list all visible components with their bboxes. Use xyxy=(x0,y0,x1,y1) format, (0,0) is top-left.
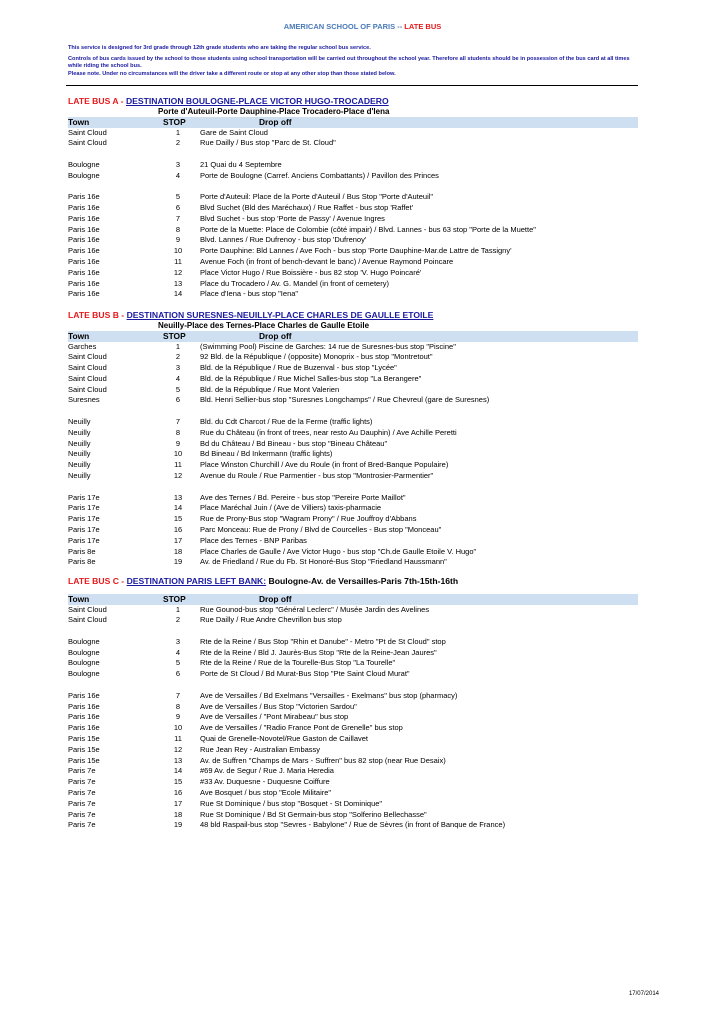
drop-off-cell: Rte de la Reine / Rue de la Tourelle-Bus Stop "La Tourelle" xyxy=(200,658,396,668)
stop-number-cell: 17 xyxy=(173,535,183,545)
table-row xyxy=(68,171,638,182)
table-row xyxy=(68,799,638,810)
column-drop-off: Drop off xyxy=(259,594,292,604)
stop-number-cell: 2 xyxy=(175,615,181,625)
town-cell: Paris 7e xyxy=(68,766,96,776)
stop-number-cell: 13 xyxy=(173,492,183,502)
bus-b-heading xyxy=(68,310,638,321)
stop-number-cell: 8 xyxy=(175,427,181,437)
town-cell: Paris 7e xyxy=(68,798,96,808)
table-row xyxy=(68,374,638,385)
bus-c-column-header xyxy=(68,594,638,605)
stop-number-cell: 15 xyxy=(173,514,183,524)
group-spacer xyxy=(68,626,638,637)
town-cell: Neuilly xyxy=(68,449,91,459)
bus-b-label: LATE BUS B - xyxy=(68,310,127,320)
drop-off-cell: Blvd. Lannes / Rue Dufrenoy - bus stop 'Dufrenoy' xyxy=(200,235,367,245)
town-cell: Saint Cloud xyxy=(68,384,107,394)
drop-off-cell: #69 Av. de Segur / Rue J. Maria Heredia xyxy=(200,766,334,776)
table-row xyxy=(68,385,638,396)
drop-off-cell: Porte Dauphine: Bld Lannes / Ave Foch - bus stop 'Porte Dauphine-Mar.de Lattre de Tassigny' xyxy=(200,246,512,256)
town-cell: Paris 17e xyxy=(68,492,100,502)
column-stop: STOP xyxy=(163,117,186,127)
table-row xyxy=(68,363,638,374)
title-main: AMERICAN SCHOOL OF PARIS -- xyxy=(283,22,405,31)
town-cell: Boulogne xyxy=(68,669,100,679)
note-3: Please note. Under no circumstances will the driver take a different route or stop at any other stop than those stated below. xyxy=(68,70,396,77)
stop-number-cell: 9 xyxy=(175,712,181,722)
drop-off-cell: Porte de la Muette: Place de Colombie (côté impair) / Blvd. Lannes - bus 63 stop "Porte de la Muette" xyxy=(200,224,536,234)
group-spacer xyxy=(68,406,638,417)
table-row xyxy=(68,658,638,669)
table-row xyxy=(68,536,638,547)
header-divider xyxy=(66,85,638,86)
stop-number-cell: 5 xyxy=(175,658,181,668)
drop-off-cell: Parc Monceau: Rue de Prony / Blvd de Courcelles - Bus stop "Monceau" xyxy=(200,525,442,535)
drop-off-cell: Gare de Saint Cloud xyxy=(200,127,268,137)
group-spacer xyxy=(68,482,638,493)
town-cell: Boulogne xyxy=(68,658,100,668)
late-bus-a-section xyxy=(68,96,638,300)
bus-c-destination: DESTINATION PARIS LEFT BANK: xyxy=(126,576,267,586)
table-row xyxy=(68,723,638,734)
table-row xyxy=(68,279,638,290)
town-cell: Paris 16e xyxy=(68,723,100,733)
stop-number-cell: 14 xyxy=(173,503,183,513)
table-row xyxy=(68,525,638,536)
drop-off-cell: Rue du Château (in front of trees, near resto Au Dauphin) / Ave Achille Peretti xyxy=(200,427,457,437)
town-cell: Paris 16e xyxy=(68,267,100,277)
drop-off-cell: Place Victor Hugo / Rue Boissière - bus 82 stop 'V. Hugo Poincaré' xyxy=(200,267,422,277)
drop-off-cell: Rue Dailly / Bus stop "Parc de St. Cloud" xyxy=(200,138,336,148)
drop-off-cell: Bd du Château / Bd Bineau - bus stop "Bineau Château" xyxy=(200,438,388,448)
table-row xyxy=(68,810,638,821)
stop-number-cell: 12 xyxy=(173,267,183,277)
drop-off-cell: Ave de Versailles / "Radio France Pont de Grenelle" bus stop xyxy=(200,723,403,733)
late-bus-b-section xyxy=(68,310,638,568)
table-row xyxy=(68,192,638,203)
stop-number-cell: 7 xyxy=(175,213,181,223)
column-drop-off: Drop off xyxy=(259,331,292,341)
town-cell: Paris 16e xyxy=(68,192,100,202)
table-row xyxy=(68,449,638,460)
town-cell: Saint Cloud xyxy=(68,352,107,362)
table-row xyxy=(68,460,638,471)
table-row xyxy=(68,225,638,236)
drop-off-cell: Place Maréchal Juin / (Ave de Villiers) taxis-pharmacie xyxy=(200,503,382,513)
stop-number-cell: 15 xyxy=(173,777,183,787)
drop-off-cell: Rte de la Reine / Bld J. Jaurès-Bus Stop "Rte de la Reine-Jean Jaures" xyxy=(200,647,437,657)
table-row xyxy=(68,702,638,713)
stop-number-cell: 2 xyxy=(175,138,181,148)
column-drop-off: Drop off xyxy=(259,117,292,127)
table-row xyxy=(68,514,638,525)
town-cell: Boulogne xyxy=(68,636,100,646)
drop-off-cell: Porte de St Cloud / Bd Murat-Bus Stop "Pte Saint Cloud Murat" xyxy=(200,669,410,679)
drop-off-cell: Rue Jean Rey - Australian Embassy xyxy=(200,744,321,754)
town-cell: Saint Cloud xyxy=(68,373,107,383)
drop-off-cell: Place du Trocadero / Av. G. Mandel (in front of cemetery) xyxy=(200,278,389,288)
town-cell: Boulogne xyxy=(68,170,100,180)
column-town: Town xyxy=(68,117,90,127)
column-town: Town xyxy=(68,594,90,604)
drop-off-cell: Place Charles de Gaulle / Ave Victor Hugo - bus stop "Ch.de Gaulle Etoile V. Hugo" xyxy=(200,546,477,556)
stop-number-cell: 18 xyxy=(173,546,183,556)
table-row xyxy=(68,471,638,482)
table-row xyxy=(68,820,638,831)
table-row xyxy=(68,352,638,363)
drop-off-cell: 92 Bld. de la République / (opposite) Monoprix - bus stop "Montretout" xyxy=(200,352,433,362)
bus-a-stop-list xyxy=(68,128,638,301)
drop-off-cell: Ave Bosquet / bus stop "Ecole Militaire" xyxy=(200,788,332,798)
table-row xyxy=(68,669,638,680)
drop-off-cell: Porte de Boulogne (Carref. Anciens Combattants) / Pavillon des Princes xyxy=(200,170,439,180)
town-cell: Neuilly xyxy=(68,438,91,448)
note-1: This service is designed for 3rd grade through 12th grade students who are taking the regular school bus service. xyxy=(68,45,371,51)
bus-a-destination: DESTINATION BOULOGNE-PLACE VICTOR HUGO-TROCADERO xyxy=(125,96,389,106)
table-row xyxy=(68,128,638,139)
table-row xyxy=(68,547,638,558)
bus-c-stop-list xyxy=(68,605,638,832)
drop-off-cell: Blvd Suchet (Bld des Maréchaux) / Rue Raffet - bus stop 'Raffet' xyxy=(200,203,414,213)
stop-number-cell: 4 xyxy=(175,170,181,180)
stop-number-cell: 6 xyxy=(175,395,181,405)
stop-number-cell: 10 xyxy=(173,449,183,459)
stop-number-cell: 7 xyxy=(175,690,181,700)
bus-a-label: LATE BUS A - xyxy=(68,96,126,106)
town-cell: Paris 16e xyxy=(68,278,100,288)
drop-off-cell: Rue de Prony-Bus stop "Wagram Prony" / Rue Jouffroy d'Abbans xyxy=(200,514,417,524)
table-row xyxy=(68,605,638,616)
table-row xyxy=(68,493,638,504)
drop-off-cell: Ave de Versailles / Bd Exelmans "Versailles - Exelmans" bus stop (pharmacy) xyxy=(200,690,458,700)
drop-off-cell: Ave de Versailles / Bus Stop "Victorien Sardou" xyxy=(200,701,357,711)
town-cell: Paris 16e xyxy=(68,213,100,223)
drop-off-cell: Rue St Dominique / bus stop "Bosquet - St Dominique" xyxy=(200,798,383,808)
stop-number-cell: 17 xyxy=(173,798,183,808)
town-cell: Paris 17e xyxy=(68,525,100,535)
stop-number-cell: 3 xyxy=(175,159,181,169)
table-row xyxy=(68,745,638,756)
town-cell: Saint Cloud xyxy=(68,604,107,614)
town-cell: Paris 8e xyxy=(68,557,96,567)
town-cell: Paris 7e xyxy=(68,788,96,798)
table-row xyxy=(68,160,638,171)
stop-number-cell: 4 xyxy=(175,647,181,657)
table-row xyxy=(68,257,638,268)
town-cell: Paris 16e xyxy=(68,224,100,234)
stop-number-cell: 14 xyxy=(173,289,183,299)
stop-number-cell: 2 xyxy=(175,352,181,362)
drop-off-cell: Bld. du Cdt Charcot / Rue de la Ferme (traffic lights) xyxy=(200,417,373,427)
bus-b-column-header xyxy=(68,331,638,342)
stop-number-cell: 8 xyxy=(175,224,181,234)
bus-c-label: LATE BUS C - xyxy=(68,576,127,586)
town-cell: Saint Cloud xyxy=(68,363,107,373)
stop-number-cell: 8 xyxy=(175,701,181,711)
bus-c-heading xyxy=(68,576,638,587)
town-cell: Neuilly xyxy=(68,460,91,470)
table-row xyxy=(68,268,638,279)
stop-number-cell: 18 xyxy=(173,809,183,819)
drop-off-cell: Ave des Ternes / Bd. Pereire - bus stop "Pereire Porte Maillot" xyxy=(200,492,406,502)
town-cell: Paris 16e xyxy=(68,712,100,722)
town-cell: Paris 7e xyxy=(68,820,96,830)
stop-number-cell: 7 xyxy=(175,417,181,427)
town-cell: Paris 15e xyxy=(68,744,100,754)
table-row xyxy=(68,503,638,514)
town-cell: Paris 17e xyxy=(68,503,100,513)
drop-off-cell: Rue Dailly / Rue Andre Chevrillon bus stop xyxy=(200,615,342,625)
town-cell: Saint Cloud xyxy=(68,138,107,148)
document-title xyxy=(0,22,725,31)
column-stop: STOP xyxy=(163,594,186,604)
bus-a-heading xyxy=(68,96,638,107)
drop-off-cell: Ave de Versailles / "Pont Mirabeau" bus stop xyxy=(200,712,349,722)
table-row xyxy=(68,342,638,353)
document-date: 17/07/2014 xyxy=(628,991,659,997)
table-row xyxy=(68,712,638,723)
drop-off-cell: Bld. de la République / Rue de Buzenval - bus stop "Lycée" xyxy=(200,363,397,373)
table-row xyxy=(68,138,638,149)
bus-b-subtitle: Neuilly-Place des Ternes-Place Charles de Gaulle Etoile xyxy=(158,321,370,330)
stop-number-cell: 9 xyxy=(175,438,181,448)
table-row xyxy=(68,557,638,568)
title-accent: LATE BUS xyxy=(404,22,442,31)
bus-a-column-header xyxy=(68,117,638,128)
drop-off-cell: Rte de la Reine / Bus Stop "Rhin et Danube" - Metro "Pt de St Cloud" stop xyxy=(200,636,446,646)
group-spacer xyxy=(68,680,638,691)
column-stop: STOP xyxy=(163,331,186,341)
stop-number-cell: 13 xyxy=(173,755,183,765)
drop-off-cell: Porte d'Auteuil: Place de la Porte d'Auteuil / Bus Stop "Porte d'Auteuil" xyxy=(200,192,434,202)
stop-number-cell: 9 xyxy=(175,235,181,245)
town-cell: Neuilly xyxy=(68,417,91,427)
stop-number-cell: 16 xyxy=(173,788,183,798)
bus-c-subtitle: Boulogne-Av. de Versailles-Paris 7th-15th-16th xyxy=(266,576,459,586)
town-cell: Paris 7e xyxy=(68,809,96,819)
drop-off-cell: Place d'Iena - bus stop "Iena" xyxy=(200,289,299,299)
drop-off-cell: Bd Bineau / Bd Inkermann (traffic lights) xyxy=(200,449,333,459)
stop-number-cell: 19 xyxy=(173,820,183,830)
table-row xyxy=(68,777,638,788)
town-cell: Paris 16e xyxy=(68,257,100,267)
stop-number-cell: 13 xyxy=(173,278,183,288)
town-cell: Paris 16e xyxy=(68,235,100,245)
stop-number-cell: 19 xyxy=(173,557,183,567)
stop-number-cell: 1 xyxy=(175,341,181,351)
table-row xyxy=(68,648,638,659)
town-cell: Paris 16e xyxy=(68,203,100,213)
stop-number-cell: 6 xyxy=(175,669,181,679)
service-notes xyxy=(68,45,638,78)
drop-off-cell: Av. de Suffren "Champs de Mars - Suffren" bus 82 stop (near Rue Desaix) xyxy=(200,755,446,765)
drop-off-cell: #33 Av. Duquesne - Duquesne Coiffure xyxy=(200,777,330,787)
group-spacer xyxy=(68,181,638,192)
stop-number-cell: 5 xyxy=(175,384,181,394)
bus-b-destination: DESTINATION SURESNES-NEUILLY-PLACE CHARLES DE GAULLE ETOILE xyxy=(126,310,434,320)
table-row xyxy=(68,756,638,767)
town-cell: Neuilly xyxy=(68,427,91,437)
town-cell: Paris 17e xyxy=(68,514,100,524)
town-cell: Saint Cloud xyxy=(68,615,107,625)
drop-off-cell: (Swimming Pool) Piscine de Garches: 14 rue de Suresnes-bus stop "Piscine" xyxy=(200,341,456,351)
table-row xyxy=(68,428,638,439)
table-row xyxy=(68,214,638,225)
town-cell: Paris 17e xyxy=(68,535,100,545)
table-row xyxy=(68,235,638,246)
stop-number-cell: 11 xyxy=(174,734,182,744)
town-cell: Paris 16e xyxy=(68,701,100,711)
town-cell: Paris 16e xyxy=(68,289,100,299)
drop-off-cell: Bld. de la République / Rue Michel Salles-bus stop "La Berangere" xyxy=(200,373,422,383)
stop-number-cell: 6 xyxy=(175,203,181,213)
stop-number-cell: 3 xyxy=(175,363,181,373)
stop-number-cell: 11 xyxy=(174,257,182,267)
stop-number-cell: 16 xyxy=(173,525,183,535)
table-row xyxy=(68,417,638,428)
drop-off-cell: Rue St Dominique / Bd St Germain-bus stop "Solferino Bellechasse" xyxy=(200,809,427,819)
drop-off-cell: Bld. de la République / Rue Mont Valerien xyxy=(200,384,340,394)
drop-off-cell: Blvd Suchet - bus stop 'Porte de Passy' / Avenue Ingres xyxy=(200,213,385,223)
stop-number-cell: 10 xyxy=(173,723,183,733)
late-bus-c-section xyxy=(68,576,638,831)
stop-number-cell: 11 xyxy=(174,460,182,470)
group-spacer xyxy=(68,149,638,160)
table-row xyxy=(68,289,638,300)
drop-off-cell: Rue Gounod-bus stop "Général Leclerc" / Musée Jardin des Avelines xyxy=(200,604,430,614)
column-town: Town xyxy=(68,331,90,341)
table-row xyxy=(68,691,638,702)
table-row xyxy=(68,788,638,799)
table-row xyxy=(68,734,638,745)
drop-off-cell: Av. de Friedland / Rue du Fb. St Honoré-Bus Stop "Friedland Haussmann" xyxy=(200,557,447,567)
town-cell: Paris 16e xyxy=(68,246,100,256)
town-cell: Paris 15e xyxy=(68,755,100,765)
stop-number-cell: 4 xyxy=(175,373,181,383)
stop-number-cell: 3 xyxy=(175,636,181,646)
drop-off-cell: Place des Ternes - BNP Paribas xyxy=(200,535,307,545)
town-cell: Paris 15e xyxy=(68,734,100,744)
town-cell: Paris 16e xyxy=(68,690,100,700)
drop-off-cell: Quai de Grenelle-Novotel/Rue Gaston de Caillavet xyxy=(200,734,369,744)
table-row xyxy=(68,246,638,257)
drop-off-cell: Place Winston Churchill / Ave du Roule (in front of Bred-Banque Populaire) xyxy=(200,460,449,470)
town-cell: Neuilly xyxy=(68,471,91,481)
drop-off-cell: Avenue Foch (in front of bench-devant le banc) / Avenue Raymond Poincare xyxy=(200,257,454,267)
table-row xyxy=(68,203,638,214)
drop-off-cell: Bld. Henri Sellier-bus stop "Suresnes Longchamps" / Rue Chevreul (gare de Suresnes) xyxy=(200,395,490,405)
town-cell: Boulogne xyxy=(68,647,100,657)
stop-number-cell: 1 xyxy=(175,604,181,614)
town-cell: Saint Cloud xyxy=(68,127,107,137)
table-row xyxy=(68,766,638,777)
table-row xyxy=(68,439,638,450)
town-cell: Boulogne xyxy=(68,159,100,169)
town-cell: Suresnes xyxy=(68,395,100,405)
stop-number-cell: 10 xyxy=(173,246,183,256)
table-row xyxy=(68,615,638,626)
stop-number-cell: 12 xyxy=(173,744,183,754)
stop-number-cell: 12 xyxy=(173,471,183,481)
drop-off-cell: 48 bld Raspail-bus stop "Sevres - Babylone" / Rue de Sèvres (in front of Banque de France) xyxy=(200,820,506,830)
drop-off-cell: 21 Quai du 4 Septembre xyxy=(200,159,282,169)
town-cell: Paris 8e xyxy=(68,546,96,556)
table-row xyxy=(68,637,638,648)
drop-off-cell: Avenue du Roule / Rue Parmentier - bus stop "Montrosier-Parmentier" xyxy=(200,471,434,481)
bus-a-subtitle: Porte d'Auteuil-Porte Dauphine-Place Trocadero-Place d'Iena xyxy=(158,107,390,116)
town-cell: Paris 7e xyxy=(68,777,96,787)
stop-number-cell: 1 xyxy=(175,127,181,137)
stop-number-cell: 5 xyxy=(175,192,181,202)
stop-number-cell: 14 xyxy=(173,766,183,776)
note-2: Controls of bus cards issued by the school to those students using school transportation will be carried out throughout the school year. Therefore all students should be in possession of the bus card at all times while riding the school bus. xyxy=(68,55,630,70)
bus-b-stop-list xyxy=(68,342,638,569)
town-cell: Garches xyxy=(68,341,97,351)
table-row xyxy=(68,395,638,406)
